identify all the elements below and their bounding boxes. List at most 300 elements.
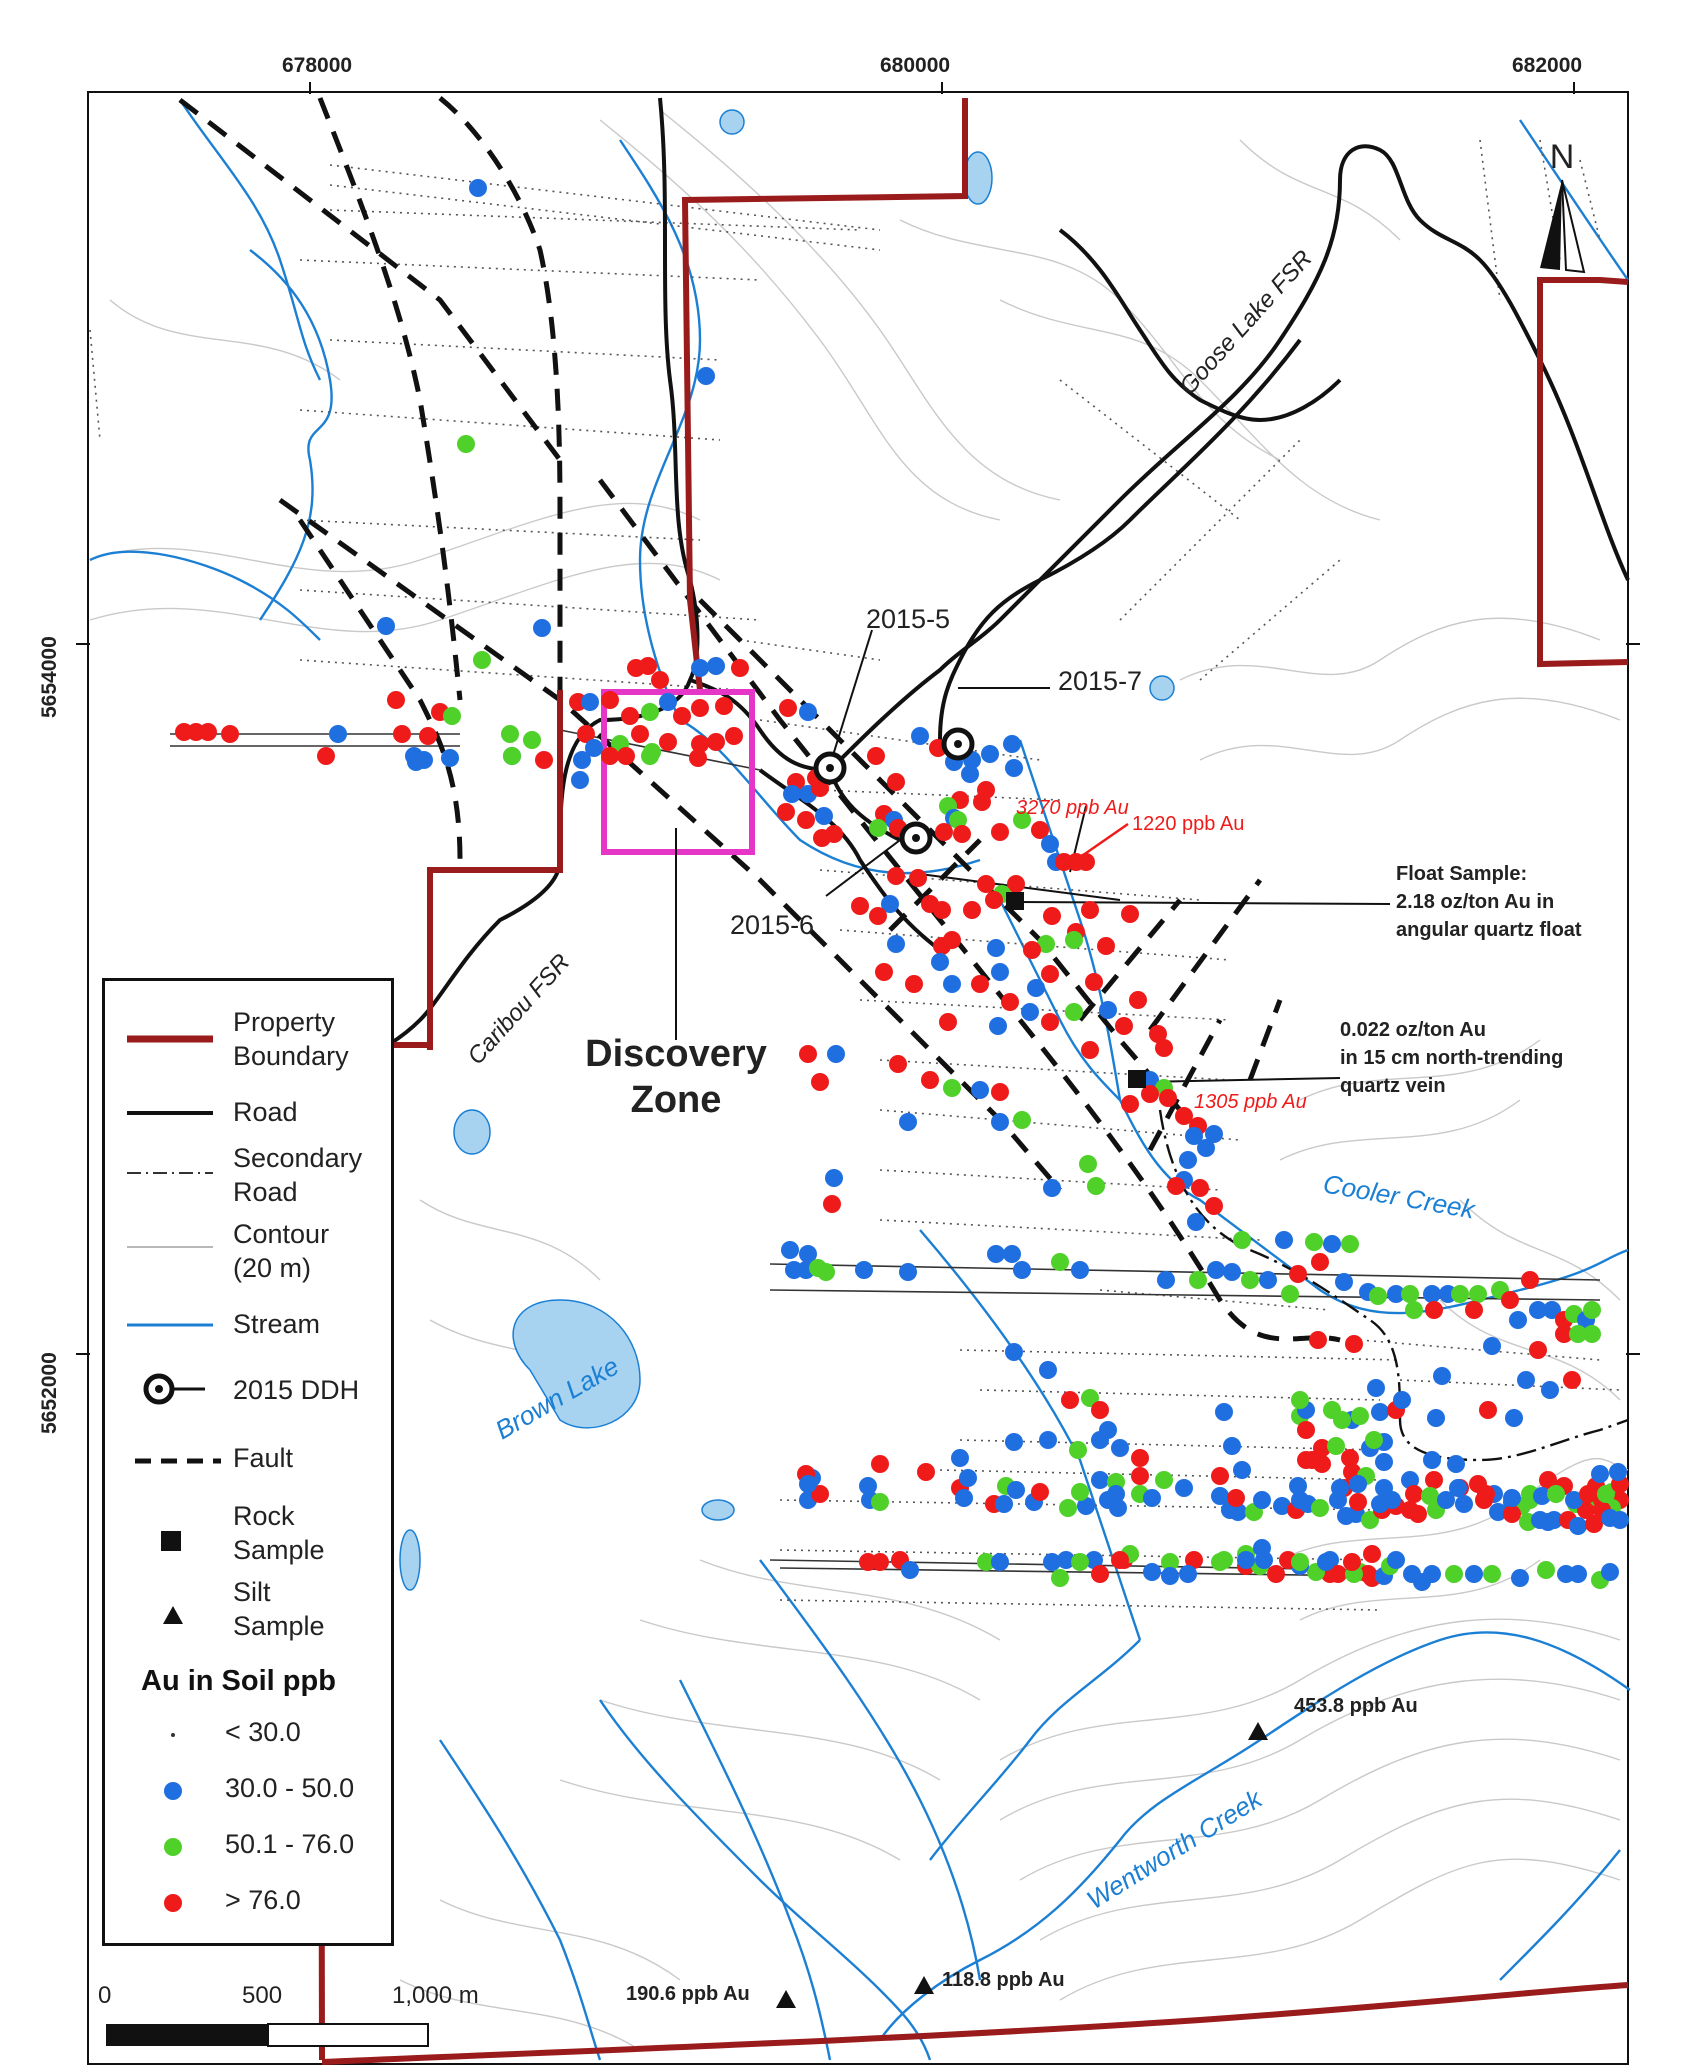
property-boundary-symbol [127, 1029, 217, 1049]
soil-sample-point [1041, 835, 1059, 853]
y-tick-5654000: 5654000 [38, 636, 61, 718]
soil-sample-point [1367, 1379, 1385, 1397]
soil-sample-point [715, 697, 733, 715]
soil-sample-point [1081, 901, 1099, 919]
soil-sample-point [823, 1195, 841, 1213]
ddh-2015-7 [944, 730, 972, 758]
soil-sample-point [939, 1013, 957, 1031]
float-label-3: angular quartz float [1396, 919, 1582, 941]
ddh-2015-5 [816, 754, 844, 782]
soil-sample-point [855, 1261, 873, 1279]
soil-sample-point [1043, 907, 1061, 925]
soil-sample-point [817, 1263, 835, 1281]
soil-sample-point [641, 703, 659, 721]
soil-sample-point [1313, 1455, 1331, 1473]
soil-sample-point [1479, 1401, 1497, 1419]
soil-sample-point [955, 1489, 973, 1507]
soil-sample-point [1007, 1481, 1025, 1499]
soil-sample-point [1121, 905, 1139, 923]
soil-sample-point [641, 747, 659, 765]
soil-sample-point [1077, 853, 1095, 871]
soil-sample-point [1107, 1485, 1125, 1503]
soil-sample-point [731, 659, 749, 677]
soil-sample-point [1291, 1553, 1309, 1571]
soil-sample-point [1569, 1517, 1587, 1535]
legend-secondary-1: Secondary [233, 1143, 363, 1173]
soil-sample-point [1081, 1041, 1099, 1059]
soil-sample-point [1305, 1233, 1323, 1251]
soil-sample-point [1179, 1151, 1197, 1169]
soil-sample-point [887, 867, 905, 885]
soil-sample-point [1537, 1561, 1555, 1579]
soil-sample-point [1157, 1271, 1175, 1289]
ddh-label-2015-7: 2015-7 [1058, 666, 1143, 696]
north-label: N [1549, 138, 1575, 176]
rock-sample-symbol [159, 1529, 183, 1553]
rock-sample-vein [1128, 1070, 1146, 1088]
soil-sample-point [1041, 1013, 1059, 1031]
soil-sample-point [1323, 1235, 1341, 1253]
soil-sample-point [1383, 1491, 1401, 1509]
soil-sample-point [1039, 1361, 1057, 1379]
soil-sample-point [1051, 1569, 1069, 1587]
soil-sample-point [535, 751, 553, 769]
legend-class-low: < 30.0 [225, 1717, 301, 1747]
goose-lake-label: Goose Lake FSR [1174, 245, 1318, 401]
soil-sample-point [1333, 1411, 1351, 1429]
soil-sample-point [1465, 1565, 1483, 1583]
soil-sample-point [869, 819, 887, 837]
soil-sample-point [707, 657, 725, 675]
soil-sample-point [1609, 1463, 1627, 1481]
soil-sample-point [1465, 1301, 1483, 1319]
soil-sample-point [689, 749, 707, 767]
soil-sample-point [1021, 1003, 1039, 1021]
soil-sample-point [889, 1055, 907, 1073]
ddh-2015-6 [902, 824, 930, 852]
soil-sample-point [1071, 1483, 1089, 1501]
legend-class-red: > 76.0 [225, 1885, 301, 1915]
soil-sample-point [867, 747, 885, 765]
soil-sample-point [1281, 1285, 1299, 1303]
soil-sample-point [935, 823, 953, 841]
soil-sample-point [987, 1245, 1005, 1263]
soil-sample-point [581, 693, 599, 711]
soil-sample-point [1111, 1439, 1129, 1457]
soil-sample-point [1071, 1553, 1089, 1571]
soil-sample-point [1197, 1139, 1215, 1157]
soil-sample-point [991, 963, 1009, 981]
soil-sample-point [1409, 1505, 1427, 1523]
class-dot-green [164, 1838, 182, 1856]
soil-sample-point [933, 937, 951, 955]
soil-sample-point [1061, 1391, 1079, 1409]
soil-sample-point [875, 963, 893, 981]
soil-sample-point [1241, 1271, 1259, 1289]
soil-sample-point [899, 1113, 917, 1131]
legend-road: Road [233, 1097, 298, 1127]
soil-sample-point [991, 1553, 1009, 1571]
brown-lake-label: Brown Lake [490, 1350, 624, 1446]
au-label-1220: 1220 ppb Au [1132, 813, 1245, 835]
soil-sample-point [1387, 1551, 1405, 1569]
soil-sample-point [1013, 1261, 1031, 1279]
legend-stream: Stream [233, 1309, 321, 1339]
soil-sample-point [1291, 1491, 1309, 1509]
soil-sample-point [199, 723, 217, 741]
soil-sample-point [659, 733, 677, 751]
scale-bar [106, 2024, 428, 2046]
soil-sample-point [1155, 1471, 1173, 1489]
soil-sample-point [1065, 931, 1083, 949]
y-tick-5652000: 5652000 [38, 1352, 61, 1434]
soil-sample-point [1115, 1017, 1133, 1035]
silt-label-1906: 190.6 ppb Au [626, 1983, 750, 2005]
soil-sample-point [1291, 1391, 1309, 1409]
soil-sample-point [1059, 1499, 1077, 1517]
soil-sample-point [469, 179, 487, 197]
discovery-label-2: Zone [630, 1079, 722, 1121]
soil-sample-point [1501, 1291, 1519, 1309]
legend-contour-1: Contour [233, 1219, 330, 1249]
soil-sample-point [971, 1081, 989, 1099]
soil-sample-point [1031, 1483, 1049, 1501]
soil-sample-point [1363, 1545, 1381, 1563]
soil-sample-point [1003, 1245, 1021, 1263]
soil-sample-point [1517, 1371, 1535, 1389]
soil-sample-point [1541, 1381, 1559, 1399]
soil-sample-point [1529, 1341, 1547, 1359]
soil-sample-point [1111, 1551, 1129, 1569]
soil-sample-point [1425, 1471, 1443, 1489]
soil-sample-point [899, 1263, 917, 1281]
soil-sample-point [691, 659, 709, 677]
soil-sample-point [707, 733, 725, 751]
soil-sample-point [943, 975, 961, 993]
soil-sample-point [917, 1463, 935, 1481]
float-label-2: 2.18 oz/ton Au in [1396, 891, 1555, 913]
soil-sample-point [1069, 1441, 1087, 1459]
fault-symbol [135, 1451, 225, 1471]
soil-sample-point [1335, 1273, 1353, 1291]
class-dot-blue [164, 1782, 182, 1800]
soil-sample-point [813, 829, 831, 847]
soil-sample-point [1503, 1489, 1521, 1507]
soil-sample-point [973, 793, 991, 811]
soil-sample-point [1511, 1569, 1529, 1587]
soil-sample-point [1091, 1401, 1109, 1419]
legend-property-1: Property [233, 1007, 336, 1037]
legend-class-blue: 30.0 - 50.0 [225, 1773, 355, 1803]
soil-sample-point [959, 1469, 977, 1487]
vein-label-1: 0.022 oz/ton Au [1340, 1019, 1486, 1041]
soil-sample-point [1223, 1263, 1241, 1281]
soil-sample-point [961, 765, 979, 783]
soil-sample-point [1267, 1565, 1285, 1583]
soil-sample-point [1509, 1311, 1527, 1329]
soil-sample-point [419, 727, 437, 745]
ddh-label-2015-6: 2015-6 [730, 910, 815, 940]
soil-sample-point [1327, 1437, 1345, 1455]
soil-sample-point [1065, 1003, 1083, 1021]
ddh-symbol [139, 1369, 219, 1409]
class-dot-low [171, 1733, 175, 1737]
soil-sample-point [1071, 1261, 1089, 1279]
soil-sample-point [905, 975, 923, 993]
soil-sample-point [1349, 1493, 1367, 1511]
soil-sample-point [1253, 1491, 1271, 1509]
soil-sample-point [1155, 1039, 1173, 1057]
soil-sample-point [953, 825, 971, 843]
soil-sample-point [1289, 1265, 1307, 1283]
soil-sample-point [1521, 1271, 1539, 1289]
soil-sample-point [851, 897, 869, 915]
soil-sample-point [1405, 1301, 1423, 1319]
contour-symbol [127, 1237, 217, 1257]
silt-label-4538: 453.8 ppb Au [1294, 1695, 1418, 1717]
legend-class-green: 50.1 - 76.0 [225, 1829, 355, 1859]
soil-sample-point [1253, 1539, 1271, 1557]
soil-sample-point [1085, 973, 1103, 991]
soil-sample-point [617, 747, 635, 765]
soil-sample-point [1423, 1565, 1441, 1583]
soil-sample-point [951, 1449, 969, 1467]
soil-sample-point [1131, 1467, 1149, 1485]
soil-sample-point [697, 367, 715, 385]
soil-sample-point [1189, 1271, 1207, 1289]
soil-sample-point [1223, 1437, 1241, 1455]
soil-sample-point [1099, 1421, 1117, 1439]
soil-sample-point [1099, 1001, 1117, 1019]
soil-sample-point [1215, 1403, 1233, 1421]
soil-sample-point [601, 691, 619, 709]
legend-rock-2: Sample [233, 1535, 325, 1565]
soil-sample-point [943, 1079, 961, 1097]
soil-sample-point [1375, 1453, 1393, 1471]
soil-sample-point [1013, 1111, 1031, 1129]
soil-sample-point [631, 725, 649, 743]
soil-sample-point [1349, 1475, 1367, 1493]
soil-sample-point [1583, 1301, 1601, 1319]
soil-sample-point [799, 1045, 817, 1063]
soil-sample-point [329, 725, 347, 743]
soil-sample-point [1233, 1461, 1251, 1479]
soil-sample-point [1187, 1213, 1205, 1231]
soil-sample-point [987, 939, 1005, 957]
soil-sample-point [1259, 1271, 1277, 1289]
soil-sample-point [1237, 1551, 1255, 1569]
soil-sample-point [1483, 1337, 1501, 1355]
soil-sample-point [1079, 1155, 1097, 1173]
soil-sample-point [1569, 1565, 1587, 1583]
au-label-3270: 3270 ppb Au [1016, 797, 1129, 819]
scale-label-500: 500 [242, 1982, 283, 2009]
stream-symbol [127, 1315, 217, 1335]
soil-sample-point [443, 707, 461, 725]
soil-sample-point [1167, 1177, 1185, 1195]
legend [102, 978, 394, 1946]
legend-silt-1: Silt [233, 1577, 271, 1607]
soil-sample-point [981, 745, 999, 763]
x-tick-682000: 682000 [1512, 54, 1583, 77]
soil-sample-point [1591, 1465, 1609, 1483]
soil-sample-point [799, 1475, 817, 1493]
soil-sample-point [871, 1553, 889, 1571]
soil-sample-point [1469, 1285, 1487, 1303]
soil-sample-point [1191, 1179, 1209, 1197]
soil-sample-point [963, 901, 981, 919]
soil-sample-point [1585, 1515, 1603, 1533]
soil-sample-point [1161, 1567, 1179, 1585]
soil-sample-point [1445, 1565, 1463, 1583]
soil-sample-point [1483, 1565, 1501, 1583]
soil-sample-point [651, 671, 669, 689]
soil-sample-point [1023, 941, 1041, 959]
soil-sample-point [1297, 1421, 1315, 1439]
wentworth-creek-label: Wentworth Creek [1081, 1783, 1268, 1916]
soil-sample-point [1505, 1409, 1523, 1427]
x-tick-680000: 680000 [880, 54, 951, 77]
soil-sample-point [1311, 1499, 1329, 1517]
soil-sample-point [1207, 1261, 1225, 1279]
soil-sample-point [1005, 1433, 1023, 1451]
discovery-label-1: Discovery [585, 1033, 767, 1075]
soil-sample-point [921, 1071, 939, 1089]
soil-sample-point [1211, 1487, 1229, 1505]
soil-sample-point [783, 785, 801, 803]
soil-sample-point [1477, 1485, 1495, 1503]
scale-label-1000: 1,000 m [392, 1982, 479, 2009]
soil-sample-point [971, 975, 989, 993]
legend-soil-title: Au in Soil ppb [141, 1665, 336, 1697]
soil-sample-point [1451, 1285, 1469, 1303]
soil-sample-point [1129, 991, 1147, 1009]
soil-sample-point [985, 891, 1003, 909]
soil-sample-point [911, 727, 929, 745]
soil-sample-point [221, 725, 239, 743]
soil-sample-point [725, 727, 743, 745]
soil-sample-point [1005, 1343, 1023, 1361]
legend-ddh: 2015 DDH [233, 1375, 360, 1405]
soil-sample-point [1205, 1197, 1223, 1215]
soil-sample-point [1275, 1231, 1293, 1249]
soil-sample-point [639, 657, 657, 675]
legend-secondary-2: Road [233, 1177, 298, 1207]
scale-label-0: 0 [98, 1982, 112, 2009]
soil-sample-point [909, 869, 927, 887]
soil-sample-point [871, 1493, 889, 1511]
soil-sample-point [815, 807, 833, 825]
silt-label-1188: 118.8 ppb Au [942, 1969, 1065, 1991]
cooler-creek-label: Cooler Creek [1320, 1168, 1478, 1225]
soil-sample-point [1345, 1335, 1363, 1353]
soil-sample-point [1331, 1479, 1349, 1497]
soil-sample-point [1091, 1471, 1109, 1489]
soil-sample-point [1311, 1253, 1329, 1271]
soil-sample-point [1393, 1391, 1411, 1409]
soil-sample-point [1423, 1285, 1441, 1303]
soil-sample-point [1175, 1479, 1193, 1497]
soil-sample-point [811, 1073, 829, 1091]
soil-sample-point [869, 907, 887, 925]
soil-sample-point [825, 1169, 843, 1187]
soil-sample-point [1143, 1563, 1161, 1581]
soil-sample-point [1003, 735, 1021, 753]
soil-sample-point [989, 1017, 1007, 1035]
silt-sample-symbol [161, 1603, 185, 1627]
soil-sample-point [1611, 1511, 1629, 1529]
soil-sample-point [1579, 1485, 1597, 1503]
soil-sample-point [991, 1113, 1009, 1131]
soil-sample-point [1211, 1467, 1229, 1485]
soil-sample-point [1503, 1505, 1521, 1523]
soil-sample-point [1423, 1451, 1441, 1469]
soil-sample-point [1039, 1431, 1057, 1449]
soil-sample-point [1529, 1301, 1547, 1319]
soil-sample-point [407, 753, 425, 771]
soil-sample-point [1041, 965, 1059, 983]
soil-sample-point [931, 953, 949, 971]
soil-sample-point [797, 811, 815, 829]
soil-sample-point [533, 619, 551, 637]
soil-sample-point [1433, 1367, 1451, 1385]
soil-sample-point [691, 699, 709, 717]
soil-sample-point [1043, 1179, 1061, 1197]
soil-sample-point [1027, 979, 1045, 997]
soil-sample-point [1001, 993, 1019, 1011]
ddh-label-2015-5: 2015-5 [866, 604, 951, 634]
soil-sample-point [473, 651, 491, 669]
soil-sample-point [887, 773, 905, 791]
soil-sample-point [1317, 1553, 1335, 1571]
soil-sample-point [673, 707, 691, 725]
soil-sample-point [1563, 1371, 1581, 1389]
au-label-1305: 1305 ppb Au [1194, 1091, 1307, 1113]
soil-sample-point [859, 1477, 877, 1495]
legend-rock-1: Rock [233, 1501, 295, 1531]
soil-sample-point [887, 935, 905, 953]
legend-property-2: Boundary [233, 1041, 349, 1071]
soil-sample-point [995, 1495, 1013, 1513]
soil-sample-point [1421, 1487, 1439, 1505]
road-symbol [127, 1103, 217, 1123]
soil-sample-point [1121, 1095, 1139, 1113]
soil-sample-point [571, 771, 589, 789]
legend-contour-2: (20 m) [233, 1253, 312, 1283]
soil-sample-point [1005, 759, 1023, 777]
soil-sample-point [871, 1455, 889, 1473]
soil-sample-point [1449, 1479, 1467, 1497]
soil-sample-point [1455, 1495, 1473, 1513]
soil-sample-point [601, 747, 619, 765]
soil-sample-point [457, 435, 475, 453]
soil-sample-point [827, 1045, 845, 1063]
soil-sample-point [1143, 1489, 1161, 1507]
soil-sample-point [1369, 1287, 1387, 1305]
soil-sample-point [1341, 1235, 1359, 1253]
soil-sample-point [659, 693, 677, 711]
soil-sample-point [779, 699, 797, 717]
soil-sample-point [1091, 1565, 1109, 1583]
soil-sample-point [991, 823, 1009, 841]
soil-sample-point [1425, 1301, 1443, 1319]
legend-silt-2: Sample [233, 1611, 325, 1641]
secondary-road-symbol [127, 1163, 217, 1183]
soil-sample-point [1227, 1489, 1245, 1507]
soil-sample-point [1371, 1403, 1389, 1421]
soil-sample-point [977, 875, 995, 893]
soil-sample-point [523, 731, 541, 749]
